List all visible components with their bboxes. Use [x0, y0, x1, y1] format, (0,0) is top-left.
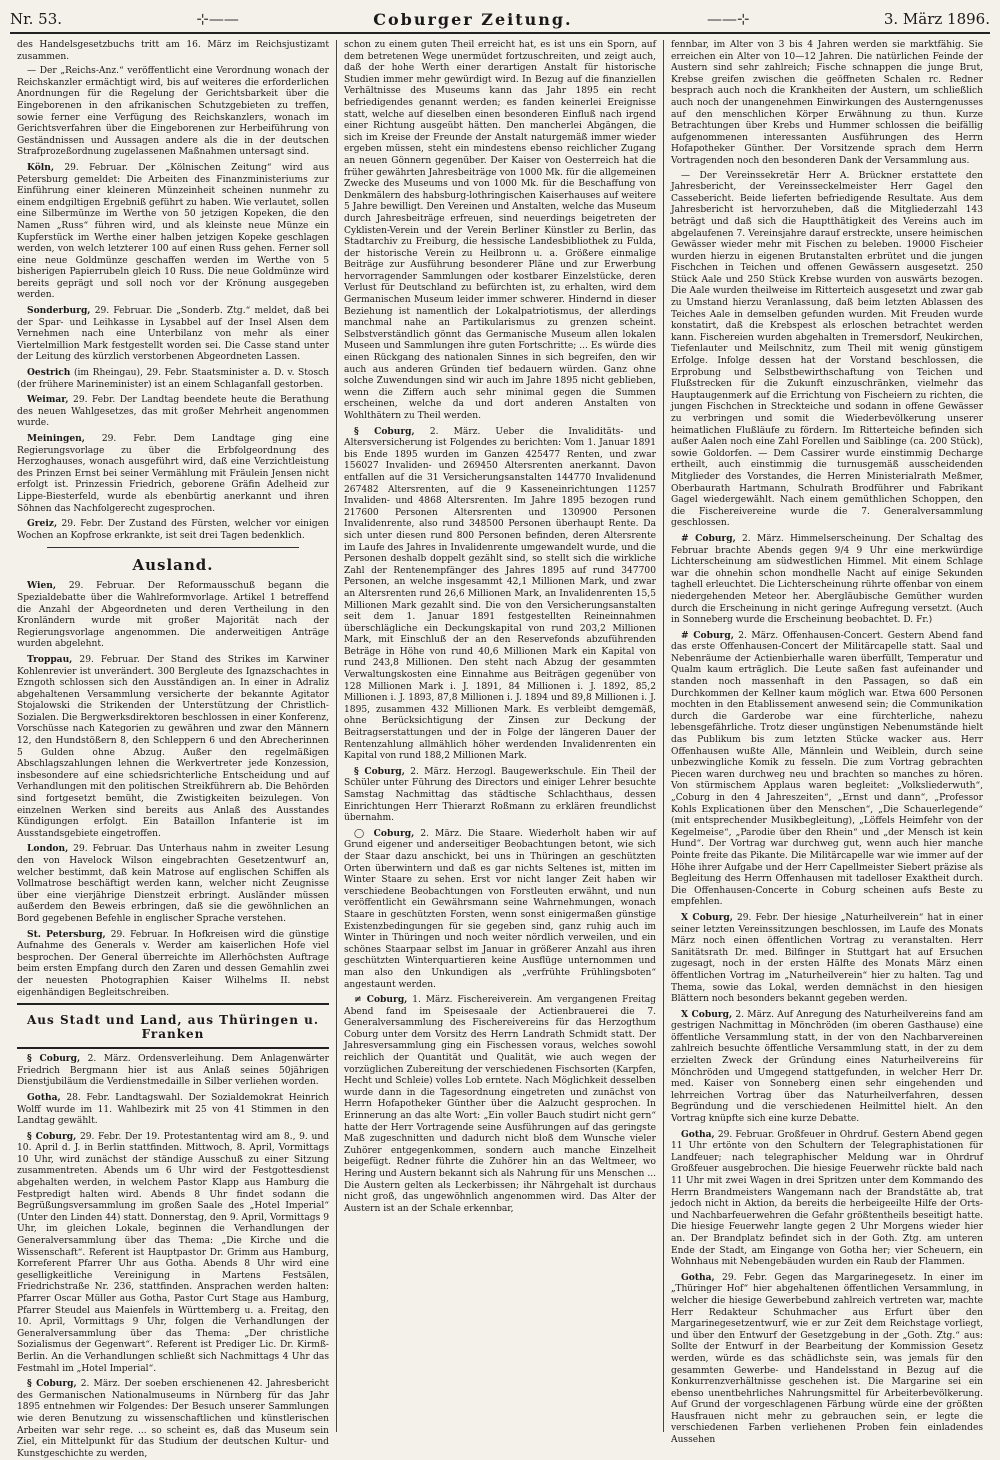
dateline: Gotha, [681, 1271, 715, 1283]
dateline: Meiningen, [27, 433, 85, 444]
column-1 [10, 40, 337, 1459]
article-text: 2. März. Auf Anregung des Naturheilvereins fand am gestrigen Nachmittag in Mönchröden (im oberen Gasthause) eine öffentliche Versammlung statt, in der von den Nachbarvereinen zahlreich besuchte öffentliche Versammlung statt, in der zu dem erzielten Zweck der Gründung eines Naturheilvereins für Mönchröden und Umgegend stattgefunden, in welcher Herr Dr. med. Kaiser von Sonneberg einen sehr eingehenden und lehrreichen Vortrag über das Naturheilverfahren, dessen Begründung und die verschiedenen Heilmittel hielt. An den Vortrag knüpfte sich eine kurze Debatte. [671, 1009, 983, 1125]
paragraph [344, 994, 656, 1215]
dateline: Köln, [27, 161, 55, 173]
dateline: London, [27, 843, 69, 855]
issue-date: 3. März 1896. [883, 10, 990, 28]
article-text: 2. März. Ueber die Invaliditäts- und Altersversicherung ist Folgendes zu berichten: Vom 1. Januar 1891 bis Ende 1895 wurden im Ganzen 425477 Renten, und zwar 156027 Invaliden- und 269450 Altersrenten anerkannt. Davon entfallen auf die 31 Versicherungsanstalten 144770 Invalidenund 267482 Altersrenten, auf die 9 Kasseneinrichtungen 11257 Invaliden- und 4868 Altersrenten. Im Jahre 1895 bezogen rund 217600 Personen Altersrenten und 130900 Personen Invalidenrente, also rund 348500 Personen überhaupt Rente. Da sich unter diesen rund 800 Personen befinden, deren Altersrente im Laufe des Jahres in Invalidenrente umgewandelt wurde, und die Personen deshalb doppelt gezählt sind, so stellt sich die wirkliche Zahl der Rentenempfänger des Jahres 1895 auf rund 347700 Personen, an welche insgesammt 42,1 Millionen Mark, und zwar an Altersrenten rund 26,6 Millionen Mark, an Invalidenrenten 15,5 Millionen Mark gezahlt sind. Die von den Versicherungsanstalten seit dem 1. Januar 1891 festgestellten Reineinnahmen überschlägliche ein Deckungskapital von rund 203,2 Millionen Mark, mit Einschluß der an den Reservefonds abzuführenden Beträge in Höhe von rund 40,6 Millionen Mark ein Kapital von rund 243,8 Millionen. Den steht nach Abzug der gesammten Verwaltungskosten eine Einnahme aus Beiträgen gegenüber von 128 Millionen Mark i. J. 1891, 84 Millionen i. J. 1892, 85,2 Millionen i. J. 1893, 87,8 Millionen i. J. 1894 und 89,8 Millionen i. J. 1895, zusammen 432 Millionen Mark. Es verbleibt demgemäß, ohne Berücksichtigung der Zinsen zur Deckung der Beitragserstattungen und der in Folge der längeren Dauer der Rentenzahlung allmählich höher werdenden Invalidenrenten ein Kapital von rund 188,2 Millionen Mark. [344, 426, 656, 762]
article-text: 2. März. Himmelserscheinung. Der Schaltag des Februar brachte Abends gegen 9/4 9 Uhr eine merkwürdige Lichterscheinung am südwestlichen Himmel. Mit einem Schlage war die ohnehin schon mondhelle Nacht auf einige Sekunden taghell erleuchtet. Die Lichterscheinung rührte offenbar von einem niedergehenden Meteor her. Abergläubische Gemüther wurden durch die Erscheinung in nicht geringe Aufregung versetzt. (Auch in Sonneberg wurde die Erscheinung beobachtet. D. Fr.) [671, 533, 983, 626]
dateline: # Coburg, [681, 532, 736, 544]
paragraph [671, 912, 983, 1006]
divider [17, 1003, 329, 1005]
paragraph [344, 766, 656, 825]
paragraph [17, 929, 329, 1000]
ornament-left: ⊹—— [196, 10, 239, 28]
dateline: Sonderburg, [27, 305, 91, 317]
article-text: 29. Februar. Der „Kölnischen Zeitung“ wird aus Petersburg gemeldet: Die Arbeiten des Finanzministeriums zur Einführung einer kleineren Münzeinheit scheinen nunmehr zu einem endgiltigen Ergebniß geführt zu haben. Wie verlautet, sollen eine Silbermünze im Werthe von 50 jetzigen Kopeken, die den Namen „Russ“ führen wird, und als kleinste neue Münze ein Kupferstück im Werthe einer halben jetzigen Kopeke geschlagen werden, von welch letzterer 100 auf einen Russ gehen. Ferner soll eine neue Goldmünze geschaffen werden im Werthe von 5 bisherigen Papierrubeln gleich 10 Russ. Die neue Goldmünze wird bereits geprägt und soll noch vor der Krönung ausgegeben werden. [17, 162, 329, 301]
paragraph [671, 1272, 983, 1447]
paragraph [671, 1129, 983, 1269]
article-text: 2. März. Ordensverleihung. Dem Anlagenwärter Friedrich Bergmann hier ist aus Anlaß seines 50jährigen Dienstjubiläum die Verdienstmedaille in Silber verliehen worden. [17, 1054, 329, 1088]
article-text: 29. Febr. Gegen das Margarinegesetz. In einer im „Thüringer Hof“ hier abgehaltenen öffentlichen Versammlung, in welcher die hiesige Gewerbebund zahlreich vertreten war, machte Herr Redakteur Schuhmacher aus Erfurt über den Margarinegesetzentwurf, wie er zur Zeit dem Reichstage vorliegt, und über den Entwurf der Gesetzgebung in der „Goth. Ztg.“ aus: Sollte der Entwurf in der Bearbeitung der Kommission Gesetz werden, würde es das schädlichste sein, was jemals für den gesammten Gewerbe- und Handelsstand in Bezug auf die Konkurrenzverhältnisse geschehen ist. Die Margarine sei ein ebenso unentbehrliches Nahrungsmittel für Arbeiterbevölkerung. Auf Grund der vorgeschlagenen Färbung würde eine der größten Hausfrauen nicht mehr zu gebrauchen sein, er legte die verschiedenen Farben verliehenen Proben fein einladendes Aussehen [671, 1272, 983, 1446]
dateline: Weimar, [27, 394, 69, 406]
masthead [10, 6, 990, 34]
paragraph [17, 367, 329, 391]
dateline: St. Petersburg, [27, 928, 106, 940]
article-text: 29. Febr. Der 19. Protestantentag wird am 8., 9. und 10. April d. J. in Berlin stattfinden. Mittwoch, 8. April, Vormittags 10 Uhr, wird zunächst der ständige Ausschuß zu einer Sitzung zusammentreten. Abends um 6 Uhr wird der Festgottesdienst abgehalten werden, in welchem Pastor Klapp aus Hamburg die Festpredigt halten wird. Abends 8 Uhr findet sodann die Begrüßungsversammlung im großen Saale des „Hotel Imperial“ (Unter den Linden 44) statt. Donnerstag, den 9. April, Vormittags 9 Uhr, im gleichen Lokale, beginnen die Verhandlungen der Generalversammlung über das Thema: „Die Kirche und die Wissenschaft“. Referent ist Hauptpastor Dr. Grimm aus Hamburg, Korreferent Pfarrer Uhr aus Gotha. Abends 8 Uhr wird eine geselligkeitliche Vereinigung in Martens Festsälen, Friedrichstraße Nr. 236, stattfinden. Ansprachen werden halten: Pfarrer Oscar Müller aus Gotha, Pastor Curt Stage aus Hamburg, Pfarrer Steudel aus Maienfels in Württemberg u. a. Freitag, den 10. April, Vormittags 9 Uhr, folgen die Verhandlungen der Generalversammlung über das Thema: „Der christliche Sozialismus der Gegenwart“. Referent ist Prediger Lic. Dr. Kirmß-Berlin. An die Verhandlungen schließt sich Nachmittags 4 Uhr das Festmahl im „Hotel Imperial“. [17, 1131, 330, 1374]
paragraph [17, 162, 329, 302]
column-3 [664, 40, 990, 1446]
article-text: 29. Februar. Das Unterhaus nahm in zweiter Lesung den von Havelock Wilson eingebrachten Gesetzentwurf an, welcher bestimmt, daß kein Matrose auf englischen Schiffen als Vollmatrose beschäftigt werden kann, welcher nicht Zeugnisse über eine vierjährige Dienstzeit erbringt. Ausländer müssen außerdem den Beweis erbringen, daß sie die gewöhnlichen an Bord gegebenen Befehle in englischer Sprache verstehen. [17, 844, 329, 924]
dateline: Troppau, [27, 653, 73, 665]
article-text: 2. März. Offenhausen-Concert. Gestern Abend fand das erste Offenhausen-Concert der Militärcapelle statt. Saal und Nebenräume der Actienbierhalle waren überfüllt, Temperatur und Qualm kaum erträglich. Die Leute saßen fast aufeinander und standen noch massenhaft in den Passagen, so daß ein Durchkommen der Kellner kaum möglich war. Etwa 600 Personen mochten in den Etablissement anwesend sein; die Communikation durch die Garderobe war eine fürchterliche, nahezu lebensgefährliche. Trotz dieser ungünstigen Nebenumstände hielt das Publikum bis zum letzten Stücke wacker aus. Herr Offenhausen wußte Alle, Männlein und Weiblein, durch seine unbezwingliche Komik zu fesseln. Die zum Vortrag gebrachten Piecen waren durchweg neu und brachten so manches zu hören. Von stürmischem Applaus waren begleitet: „Volksliederwuth“, „Coburg in den 4 Jahreszeiten“, „Ernst und dann“, „Professor Kohls Explicationen über den Menschen“, „Die Schauerlegende“ (mit entsprechender Musikbegleitung), „Löffels Heimfehr von der Kegelmeise“, „Parodie über den Rhein“ und „der Mensch ist kein Hund“. Der Vortrag war durchweg gut, wenn auch hier manche Pointe freite das Pikante. Die Militärcapelle war wie immer auf der Höhe ihrer Aufgabe und der Herr Capellmeister Siebert präzise als Begleitung des Herrn Offenhausen mit tadelloser Exaktheit durch. Die Offenhausen-Concerte in Coburg scheinen aufs Beste zu empfehlen. [671, 630, 984, 908]
dateline: X Coburg, [681, 1008, 733, 1020]
paragraph [17, 518, 329, 542]
article-text: 2. März. Der soeben erschienenen 42. Jahresbericht des Germanischen Nationalmuseums in Nürnberg für das Jahr 1895 entnehmen wir Folgendes: Der Besuch unserer Sammlungen wie deren Benutzung zu wissenschaftlichen und künstlerischen Arbeiten war sehr rege. ... so scheint es, daß das Museum sein Ziel, ein Mittelpunkt für das Studium der deutschen Kultur- und Kunstgeschichte zu werden, [17, 1379, 329, 1459]
paragraph [671, 630, 983, 909]
article-text: 29. Februar. Der Stand des Strikes im Karwiner Kohlenrevier ist unverändert. 300 Bergleute des Ignazschachtes in Ezngoth schlossen sich den Ausständigen an. In einer in Adraliz abgehaltenen Versammlung versicherte der bekannte Agitator Stojalowski die Strikenden der Unterstützung der Christlich-Sozialen. Die Bergwerksdirektoren beschlossen in einer Konferenz, Vorschüsse nach Kategorien zu gewähren und zwar den Männern 12, den Hundstößern 8, den Schleppern 6 und den Abrecherinnen 5 Gulden ohne Abzug. Außer den regelmäßigen Abschlagszahlungen lehnen die Werkvertreter jede Konzession, insbesondere auf eine schiedsrichterliche Entscheidung und auf Verhandlungen mit den politischen Streikführern ab. Die Behörden sind fortgesetzt bemüht, die Zwistigkeiten beizulegen. Von einzelnen Werken sind bereits aus Anlaß des Ausstandes Kündigungen erfolgt. Ein Bataillon Infanterie ist im Ausstandsgebiete eingetroffen. [17, 654, 329, 839]
divider [47, 547, 299, 548]
column-2 [337, 40, 664, 1432]
paragraph [17, 1131, 329, 1375]
dateline: # Coburg, [681, 629, 734, 641]
paragraph [17, 1378, 329, 1460]
section-heading-ausland: Ausland. [132, 556, 214, 575]
dateline: ≠ Coburg, [354, 994, 408, 1006]
issue-number: Nr. 53. [10, 10, 63, 28]
dateline: Wien, [27, 580, 57, 592]
dateline: Oestrich [27, 367, 71, 379]
columns [10, 40, 990, 1459]
newspaper-title: Coburger Zeitung. [373, 9, 573, 29]
dateline: § Coburg, [27, 1053, 81, 1065]
paragraph: schon zu einem guten Theil erreicht hat, es ist uns ein Sporn, auf dem betretenen Wege unermüdet fortzuschreiten, und zeigt auch, daß der hohe Werth einer derartigen Anstalt für historische Studien immer mehr gewürdigt wird. In Bezug auf die finanziellen Verhältnisse des Museums kann das Jahr 1895 ein recht befriedigendes genannt werden; es fanden keinerlei Ereignisse statt, welche auf dieselben einen besonderen Einfluß nach irgend einer Richtung ausgeübt hätten. Den mancherlei Abgängen, die sich im Kreise der Freunde der Anstalt naturgemäß immer wieder ergeben müssen, steht ein mindestens ebenso reichlicher Zugang an neuen Gönnern gegenüber. Der Kaiser von Oesterreich hat die früher gewährten Jahresbeiträge von 1000 Mk. für die allgemeinen Zwecke des Museums und von 1000 Mk. für die Beschaffung von Denkmälern des habsburg-lothringischen Kaiserhauses auf weitere 5 Jahre bewilligt. Den Vereinen und Anstalten, welche das Museum durch Jahresbeiträge erfreuen, sind neuerdings beigetreten der Cyklisten-Verein und der Verein Berliner Künstler zu Berlin, das Stadtarchiv zu Freiburg, die hessische Landesbibliothek zu Fulda, der historische Verein zu Heilbronn u. a. Größere einmalige Beiträge zur Ausführung besonderer Pläne und zur Erwerbung hervorragender Sammlungen oder kostbarer Einzelstücke, deren Verlust für Deutschland zu befürchten ist, zu erhalten, wird dem Germanischen Museum leider immer schwerer. Hindernd in dieser Beziehung ist namentlich der Lokalpatriotismus, der allerdings manchmal nahe an Partikularismus zu grenzen scheint. Selbstverständlich gönnt das Germanische Museum allen lokalen Museen und Sammlungen ihre guten Fortschritte; ... Es würde dies einen Rückgang des nationalen Sinnes in sich begreifen, den wir auch aus anderen Gründen tief bedauern würden. Ganz ohne solche Zuwendungen sind wir auch im Jahre 1895 nicht geblieben, wenn die Ziffern auch sehr minimal gegen die Summen erscheinen, welche da und dort anderen Anstalten von Wohlthätern zu Theil werden. [344, 40, 656, 421]
paragraph: — Der Vereinssekretär Herr A. Brückner erstattete den Jahresbericht, der Vereinsseckelmeister Herr Gagel den Cassebericht. Beide lieferten befriedigende Resultate. Aus dem Jahresbericht ist hervorzuheben, daß die Mitgliederzahl 143 beträgt und daß sich die Hauptthätigkeit des Vereins auch im abgelaufenen 7. Vereinsjahre darauf erstreckte, unsere heimischen Gewässer wieder mehr mit Fischen zu beleben. 19000 Fischeier wurden hierzu in eigenen Brutanstalten erbrütet und die jungen Fischchen in Teichen und offenen Gewässern ausgesetzt. 250 Stück Aale und 250 Stück Krebse wurden von auswärts bezogen. Die Aale wurden theilweise im Ritterteich ausgesetzt und zwar gab zu Umstand hierzu Veranlassung, daß beim letzten Ablassen des Teiches Aale in demselben gefunden wurden. Mit Freuden wurde konstatirt, daß die Krebspest als erloschen betrachtet werden kann. Fischereien wurden abgehalten in Tremersdorf, Neukirchen, Tiefenlauter und Meilschnitz, zum Theil mit wenig günstigem Erfolge. Infolge dessen hat der Vorstand beschlossen, die Erprobung und Selbstbewirthschaftung von Teichen und Flußstrecken für die Zukunft einzuschränken, vielmehr das Hauptaugenmerk auf die Errichtung von Fischeiern zu richten, die jungen Fischchen in Streckteiche und sodann in offene Gewässer zu verbringen und somit die Wiederbevölkerung unserer heimatlichen Flußläufe zu fördern. Im Ritterteiche befinden sich außer Aalen noch eine Zahl Forellen und Saiblinge (ca. 200 Stück), sowie Goldorfen. — Dem Cassirer wurde einstimmig Decharge ertheilt, auch einstimmig die turnusgemäß ausscheidenden Mitglieder des Vorstandes, die Herren Ministerialrath Meßmer, Oberbaurath Hartmann, Schulrath Brodführer und Fabrikant Gagel wiedergewählt. Nach einem gemüthlichen Schoppen, den die Fischereivereine wurde die 7. Generalversammlung geschlossen. [671, 170, 983, 529]
article-text: 29. Februar. Die „Sonderb. Ztg.“ meldet, daß bei der Spar- und Leihkasse in Lysabbel auf der Insel Alsen dem Vernehmen nach eine Unterbilanz von mehr als einer Viertelmillion Mark festgestellt worden sei. Die Casse stand unter der Leitung des kürzlich verstorbenen Abgeordneten Lassen. [17, 306, 329, 363]
dateline: § Coburg, [27, 1378, 77, 1390]
paragraph: fennbar, im Alter von 3 bis 4 Jahren werden sie marktfähig. Sie erreichen ein Alter von 10—12 Jahren. Die natürlichen Feinde der Austern sind sehr zahlreich; Fische schnappen die junge Brut, Krebse greifen zwischen die geöffneten Schalen rc. Redner besprach auch noch die Krankheiten der Austern, um schließlich auch noch der unangenehmen Einwirkungen des Austerngenusses auf den menschlichen Körper Erwähnung zu thun. Kurze Betrachtungen über Krebs und Hummer schlossen die beifällig aufgenommenen interessanten Ausführungen des Herrn Hofapotheker Günther. Der Vorsitzende sprach dem Herrn Vortragenden noch den besonderen Dank der Versammlung aus. [671, 40, 983, 166]
article-text: 29. Febr. Dem Landtage ging eine Regierungsvorlage zu über die Erbfolgeordnung des Herzoghauses, wonach ausgeführt wird, daß eine Verzichtleistung des Prinzen Ernst bei seiner Vermählung mit Fräulein Jensen nicht erfolgt ist. Prinzessin Friedrich, geborene Gräfin Adelheid zur Lippe-Biesterfeld, wurde als ebenbürtig anerkannt und ihren Söhnen das Nachfolgerecht zugesprochen. [17, 434, 329, 514]
article-text: (im Rheingau), 29. Febr. Staatsminister a. D. v. Stosch (der frühere Marineminister) ist an einem Schlaganfall gestorben. [17, 368, 329, 390]
dateline: ◯ Coburg, [354, 827, 415, 839]
dateline: Gotha, [27, 1091, 61, 1103]
paragraph [17, 1053, 329, 1089]
dateline: § Coburg, [354, 425, 415, 437]
article-text: 28. Febr. Landtagswahl. Der Sozialdemokrat Heinrich Wolff wurde im 11. Wahlbezirk mit 25 von 41 Stimmen in den Landtag gewählt. [17, 1092, 329, 1127]
paragraph [671, 1009, 983, 1126]
paragraph [17, 1092, 329, 1128]
dateline: § Coburg, [354, 765, 405, 777]
dateline: X Coburg, [681, 911, 733, 923]
paragraph [344, 426, 656, 763]
paragraph: des Handelsgesetzbuchs tritt am 16. März im Reichsjustizamt zusammen. [17, 40, 329, 62]
divider [17, 1047, 329, 1049]
ornament-right: ——⊹ [706, 10, 750, 28]
paragraph [17, 843, 329, 925]
paragraph: — Der „Reichs-Anz.“ veröffentlicht eine Verordnung wonach der Reichskanzler ermächtigt wird, bis auf weiteres die erforderlichen Anordnungen für die Regelung der Gerichtsbarkeit über die Eingeborenen in den afrikanischen Schutzgebieten zu treffen, sowie ferner eine Verfügung des Reichskanzlers, wonach im Gerichtsverfahren über die Eingeborenen zur Herbeiführung von Geständnissen und Aussagen andere als die in der deutschen Strafprozeßordnung zugelassenen Maßnahmen untersagt sind. [17, 66, 329, 158]
dateline: § Coburg, [27, 1130, 77, 1142]
paragraph [17, 305, 329, 364]
article-text: 29. Februar. In Hofkreisen wird die günstige Aufnahme des Generals v. Werder am kaiserlichen Hofe viel besprochen. Der General überreichte im Allerhöchsten Auftrage beim ersten Empfang durch den Zaren und dessen Gemahlin zwei der neuesten Photographien Kaiser Wilhelms II. nebst eigenhändigen Begleitschreiben. [17, 929, 329, 998]
paragraph [671, 533, 983, 627]
article-text: 29. Febr. Der Zustand des Fürsten, welcher vor einigen Wochen an Kopfrose erkrankte, ist seit drei Tagen bedenklich. [17, 519, 329, 541]
article-text: 29. Febr. Der Landtag beendete heute die Berathung des neuen Wahlgesetzes, das mit großer Mehrheit angenommen wurde. [17, 395, 329, 429]
dateline: Gotha, [681, 1128, 715, 1140]
paragraph [17, 394, 329, 430]
article-text: 1. März. Fischereiverein. Am vergangenen Freitag Abend fand im Speisesaale der Actienbrauerei die 7. Generalversammlung des Fischereivereins für das Herzogthum Coburg unter dem Vorsitz des Herrn Landrath Schmidt statt. Der Jahresversammlung ging ein Fischessen voraus, welches sowohl reichlich der Quantität und Qualität, wie auch wegen der vorzüglichen Zubereitung der verschiedenen Fischsorten (Karpfen, Hecht und Schleie) volles Lob erntete. Nach Möglichkeit desselben wurde dann in die Tagesordnung eingetreten und zunächst von Herrn Hofapotheker Günther über die Aalzucht gesprochen. In Erinnerung an das alte Wort: „Ein voller Bauch studirt nicht gern“ hatte der Herr Vortragende seine Ausführungen auf das geringste Maß zugeschnitten und dadurch nicht bloß dem Wunsche vieler Zuhörer entgegenkommen, sondern auch manche Einzelheit beigefügt. Redner führte die Zuhörer hin an das Weltmeer, wo Hering und Austern bekannt sich als Nahrung für uns Menschen ... Die Austern gelten als Leckerbissen; ihr Nährgehalt ist durchaus nicht groß, das ungewöhnlich angenommen wird. Das Alter der Austern ist an der Schale erkennbar, [344, 995, 656, 1214]
paragraph [17, 580, 329, 651]
paragraph [17, 654, 329, 841]
article-text: 2. März. Herzogl. Baugewerkschule. Ein Theil der Schüler unter Führung des Directors und einiger Lehrer besuchte Samstag Nachmittag das städtische Schlachthaus, dessen Einrichtungen Herr Thierarzt Roßmann zu erklären freundlichst übernahm. [344, 766, 656, 824]
paragraph [17, 433, 329, 515]
paragraph [344, 828, 656, 991]
dateline: Greiz, [27, 518, 58, 530]
article-text: 2. März. Die Staare. Wiederholt haben wir auf Grund eigener und anderseitiger Beobachtungen betont, wie sich der Staar dazu anschickt, bei uns in Thüringen an geschützten Orten überwintern und daß es gar nichts Seltenes ist, mitten im Winter Staare zu sehen. Erst vor nicht langer Zeit haben wir verschiedene Beobachtungen von Forstleuten erwähnt, und nun veröffentlicht ein Gewährsmann seine Wahrnehmungen, wonach Staare in geschützten Forsten, wenn sonst einigermaßen günstige Existenzbedingungen für sie gegeben sind, ganz ruhig auch im Winter in Thüringen und noch weiter nördlich verweilen, und ein schönes Staarpaar selbst im Januar in größerer Anzahl aus ihren geschützten Winterquartieren keine Ausflüge unternommen und man also den Unkundigen als „verfrühte Frühlingsboten“ angestaunt werden. [344, 828, 656, 990]
article-text: 29. Febr. Der hiesige „Naturheilverein“ hat in einer seiner letzten Vereinssitzungen beschlossen, im Laufe des Monats März noch einen öffentlichen Vortrag zu veranstalten. Herr Sanitätsrath Dr. med. Bilfinger in Stuttgart hat auf Ersuchen zugesagt, noch in der ersten Hälfte des Monats März einen öffentlichen Vortrag im „Naturheilverein“ hier zu halten. Tag und Thema, sowie das Lokal, werden demnächst in den hiesigen Blättern noch besonders bekannt gegeben werden. [671, 912, 983, 1005]
section-heading-region: Aus Stadt und Land, aus Thüringen u. Franken [26, 1013, 319, 1042]
article-text: 29. Februar. Der Reformausschuß begann die Spezialdebatte über die Wahlreformvorlage. Artikel 1 betreffend die Anzahl der Abgeordneten und deren Vertheilung in den Kronländern wurde mit großer Majorität nach der Regierungsvorlage angenommen. Die anderweitigen Anträge wurden abgelehnt. [17, 581, 329, 650]
article-text: 29. Februar. Großfeuer in Ohrdruf. Gestern Abend gegen 11 Uhr ertönte von den Schultern der Telegraphistationen für Landfeuer; nach telegraphischer Meldung war in Ohrdruf Großfeuer ausgebrochen. Die hiesige Feuerwehr rückte bald nach 11 Uhr mit zwei Wagen in drei Spritzen unter dem Kommando des Herrn Brandmeisters Wangemann nach der Brandstätte ab, trat jedoch nicht in Aktion, da bereits die herbeigeeilte Hilfe der Orts- und Nachbarfeuerwehren die Gefahr größtentheils beseitigt hatte. Die hiesige Feuerwehr langte gegen 2 Uhr Morgens wieder hier an. Der Brandplatz befindet sich in der Goth. Ztg. am unteren Ende der Stadt, am Eingange von Gotha her; vier Scheuern, ein Wohnhaus mit Nebengebäuden wurden ein Raub der Flammen. [671, 1129, 983, 1268]
